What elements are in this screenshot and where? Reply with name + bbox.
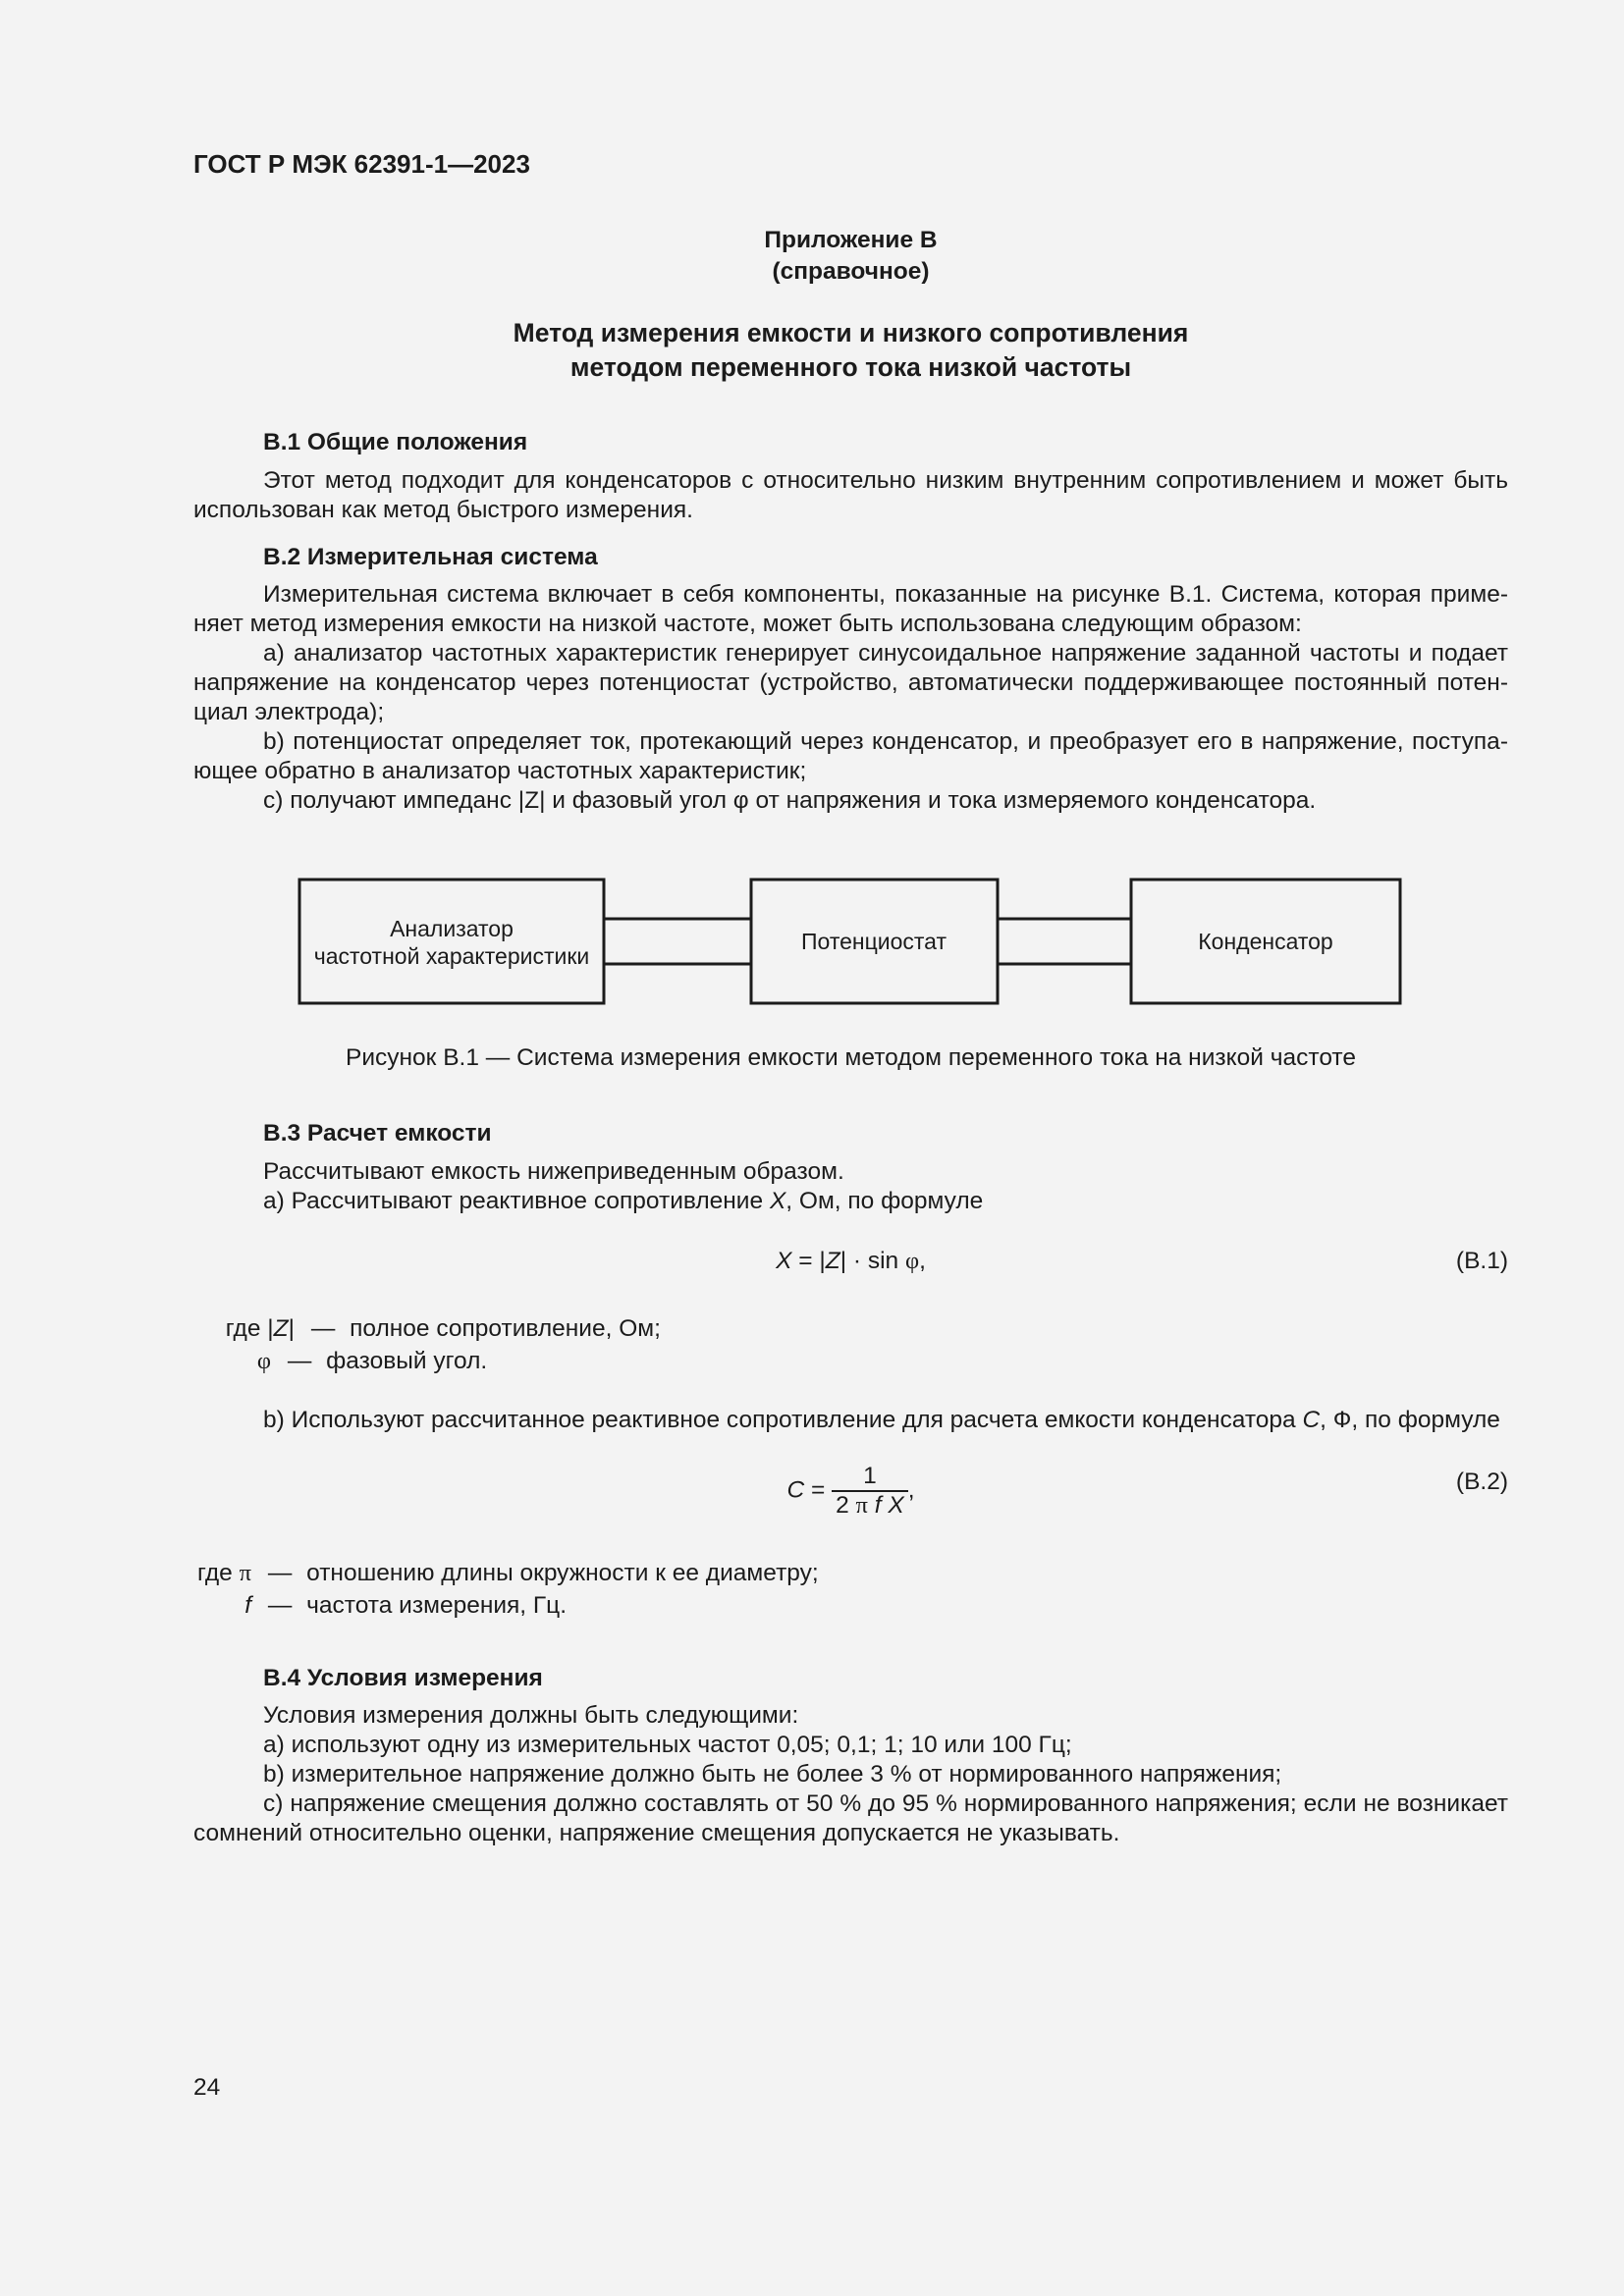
block-diagram — [295, 874, 1404, 1011]
figure-b1-diagram — [295, 874, 1404, 1011]
section-b3-item-a: a) Рассчитывают реактивное сопротивление X, Ом, по формуле — [263, 1188, 984, 1214]
page-number: 24 — [193, 2074, 221, 2101]
formula-b1 — [193, 1247, 1508, 1276]
section-b4-item-b: b) измерительное напряжение должно быть не более 3 % от нормированного напряжения; — [263, 1761, 1282, 1788]
where-item-f: f — частота измерения, Гц. — [244, 1592, 568, 1619]
analyzer-box — [299, 880, 604, 1003]
annex-heading — [193, 225, 1508, 288]
formula-b1-expression: X = |Z| · sin φ, — [776, 1248, 926, 1274]
where-item-phi: φ — фазовый угол. — [256, 1348, 488, 1374]
formula-b1-number: (B.1) — [1455, 1248, 1508, 1274]
section-b4-item-a: a) используют одну из измерительных частот 0,05; 0,1; 1; 10 или 100 Гц; — [263, 1732, 1072, 1758]
section-b2-intro: Измерительная система включает в себя компоненты, показанные на рисунке B.1. Система, которая применяет метод измерения емкости на низкой частоте, может быть использована следующим образом: — [193, 581, 1508, 637]
formula-b2 — [193, 1463, 1508, 1522]
section-b1-heading: B.1 Общие положения — [263, 429, 528, 455]
section-b3-item-b: b) Используют рассчитанное реактивное сопротивление для расчета емкости конденсатора C, Ф, по формуле — [263, 1407, 1500, 1433]
formula-b2-number: (B.2) — [1455, 1468, 1508, 1495]
section-b3-heading: B.3 Расчет емкости — [263, 1120, 492, 1147]
where-item-z: где |Z| — полное сопротивление, Ом; — [225, 1315, 661, 1342]
potentiostat-label: Потенциостат — [801, 929, 947, 954]
annex-title-line2: методом переменного тока низкой частоты — [569, 352, 1132, 382]
annex-title — [193, 316, 1508, 385]
where-list-b1 — [196, 1314, 1473, 1377]
where-item-pi: где π — отношению длины окружности к ее диаметру; — [197, 1560, 819, 1586]
section-b4-intro: Условия измерения должны быть следующими: — [263, 1702, 799, 1729]
section-b4-item-c: c) напряжение смещения должно составлять от 50 % до 95 % нормированного напряжения; если не возникает сомнений относительно оценки, напряжение смещения допускается не указывать. — [193, 1790, 1508, 1846]
section-b2-item-a: a) анализатор частотных характеристик генерирует синусоидальное напряжение заданной частоты и подает напряжение на конденсатор через потенциостат (устройство, автоматически поддерживающее постоянный потенциал электрода); — [193, 640, 1508, 725]
where-list-b2 — [196, 1559, 1473, 1622]
section-b2-item-c: c) получают импеданс |Z| и фазовый угол φ от напряжения и тока измеряемого конденсатора. — [263, 787, 1317, 814]
formula-b2-expression: C = $\frac{1}{\text{2 π f X}}$ , — [786, 1463, 915, 1519]
annex-title-line1: Метод измерения емкости и низкого сопротивления — [513, 318, 1189, 347]
analyzer-label-line1: Анализатор — [390, 916, 514, 941]
section-b1-paragraph: Этот метод подходит для конденсаторов с относительно низким внутренним сопротивлением и может быть использован как метод быстрого измерения. — [193, 467, 1508, 523]
fraction: $\frac{1}{\text{2 π f X}}$ — [832, 1463, 908, 1520]
section-b4-heading: B.4 Условия измерения — [263, 1665, 543, 1691]
figure-caption: Рисунок B.1 — Система измерения емкости методом переменного тока на низкой частоте — [346, 1044, 1356, 1071]
section-b2-heading: B.2 Измерительная система — [263, 544, 598, 570]
capacitor-label: Конденсатор — [1198, 929, 1333, 954]
analyzer-label-line2: частотной характеристики — [313, 943, 590, 969]
annex-kind: (справочное) — [772, 258, 930, 285]
section-b1-text — [193, 466, 1508, 525]
annex-name: Приложение B — [764, 227, 938, 253]
section-b2-text — [193, 580, 1508, 816]
section-b2-item-b: b) потенциостат определяет ток, протекающий через конденсатор, и преобразует его в напряжение, поступающее обратно в анализатор частотных характеристик; — [193, 728, 1508, 784]
section-b3-intro: Рассчитывают емкость нижеприведенным образом. — [263, 1158, 844, 1185]
section-b4-text — [193, 1701, 1508, 1848]
standard-header: ГОСТ Р МЭК 62391-1—2023 — [193, 149, 530, 179]
